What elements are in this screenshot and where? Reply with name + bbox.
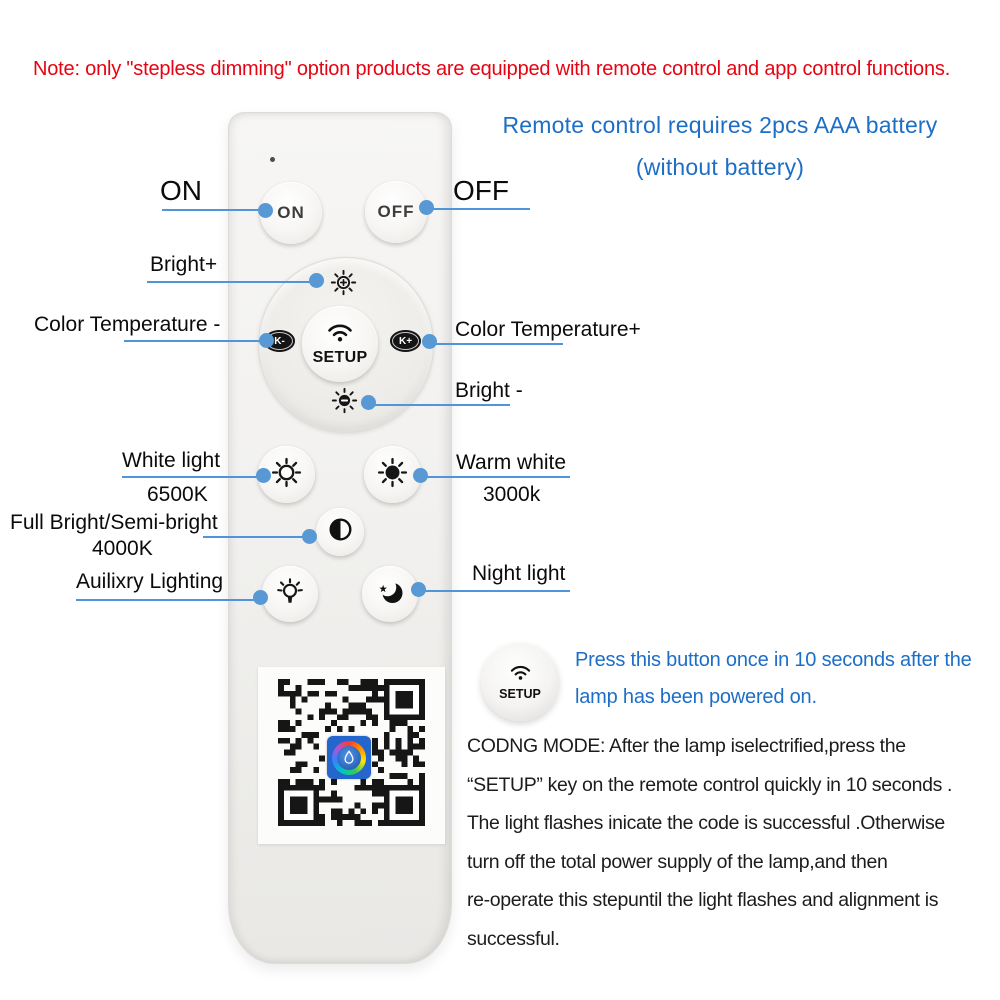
off-callout-dot xyxy=(419,200,434,215)
white-light-callout-line xyxy=(122,476,266,478)
on-callout-line xyxy=(162,209,265,211)
night-light-button[interactable] xyxy=(362,566,418,622)
k-plus-label: K+ xyxy=(398,335,413,347)
half-bright-button[interactable] xyxy=(316,508,364,556)
aux-lighting-callout-dot xyxy=(253,590,268,605)
droplet-icon xyxy=(343,750,355,765)
night-light-label: Night light xyxy=(472,562,566,585)
note-text: Note: only "stepless dimming" option products are equipped with remote control and app control functions. xyxy=(33,58,951,80)
aux-lighting-label: Auilixry Lighting xyxy=(76,570,224,593)
contrast-icon xyxy=(326,515,355,549)
on-button-label: ON xyxy=(277,203,305,222)
aux-light-button[interactable] xyxy=(262,566,318,622)
warm-white-label: Warm white xyxy=(456,451,567,474)
setup-callout-text1: Press this button once in 10 seconds after the xyxy=(575,649,972,671)
color-temp-plus-callout-line xyxy=(429,343,563,345)
sun-outline-icon xyxy=(271,457,302,493)
warm-white-callout-dot xyxy=(413,468,428,483)
bright-minus-callout-dot xyxy=(361,395,376,410)
color-temp-minus-callout-dot xyxy=(259,333,274,348)
coding-mode-paragraph xyxy=(467,727,997,958)
setup-button-label: SETUP xyxy=(312,349,368,366)
full-bright-callout-dot xyxy=(302,529,317,544)
off-label: OFF xyxy=(453,175,509,206)
brightness-up-icon[interactable] xyxy=(330,269,357,296)
full-bright-kelvin-label: 4000K xyxy=(92,537,153,560)
color-temp-plus-label: Color Temperature+ xyxy=(455,318,641,341)
off-callout-line xyxy=(427,208,530,210)
qr-logo xyxy=(327,736,371,779)
setup-callout-button xyxy=(481,643,559,721)
heading-line2: (without battery) xyxy=(635,154,805,180)
bright-plus-label: Bright+ xyxy=(150,253,218,276)
wifi-icon xyxy=(323,321,357,348)
full-bright-label: Full Bright/Semi-bright xyxy=(10,511,218,534)
color-temp-minus-callout-line xyxy=(124,340,269,342)
wifi-icon xyxy=(507,663,534,686)
led-indicator xyxy=(270,157,275,162)
white-light-label: White light xyxy=(122,449,221,472)
on-label: ON xyxy=(160,175,202,206)
setup-button[interactable] xyxy=(302,306,378,382)
bright-minus-callout-line xyxy=(368,404,510,406)
coding-line: “SETUP” key on the remote control quickly in 10 seconds . xyxy=(467,773,953,796)
brightness-down-icon[interactable] xyxy=(331,387,358,414)
off-button-label: OFF xyxy=(377,202,415,221)
heading-line1: Remote control requires 2pcs AAA battery xyxy=(502,112,938,138)
bright-plus-callout-line xyxy=(147,281,319,283)
bulb-icon xyxy=(275,577,305,612)
coding-line: The light flashes inicate the code is successful .Otherwise xyxy=(467,812,945,834)
off-button[interactable] xyxy=(365,181,427,243)
color-temp-plus-callout-dot xyxy=(422,334,437,349)
coding-line: successful. xyxy=(467,927,560,950)
white-light-kelvin-label: 6500K xyxy=(147,483,208,506)
coding-line: turn off the total power supply of the lamp,and then xyxy=(467,850,888,873)
setup-callout-button-label: SETUP xyxy=(499,687,541,701)
white-light-callout-dot xyxy=(256,468,271,483)
night-light-callout-dot xyxy=(411,582,426,597)
k-minus-label: K- xyxy=(274,335,285,347)
aux-lighting-callout-line xyxy=(76,599,261,601)
warm-white-kelvin-label: 3000k xyxy=(483,483,541,506)
full-bright-callout-line xyxy=(203,536,309,538)
moon-star-icon xyxy=(375,577,405,612)
qr-logo-ring xyxy=(332,741,366,775)
coding-line: re-operate this stepuntil the light flashes and alignment is xyxy=(467,889,939,911)
color-temp-minus-label: Color Temperature - xyxy=(34,313,221,336)
bright-plus-callout-dot xyxy=(309,273,324,288)
sun-filled-icon xyxy=(377,457,408,493)
qr-logo-center xyxy=(337,746,361,770)
on-callout-dot xyxy=(258,203,273,218)
bright-minus-label: Bright - xyxy=(455,379,523,402)
k-plus-button[interactable] xyxy=(390,330,421,352)
night-light-callout-line xyxy=(417,590,570,592)
setup-callout-text2: lamp has been powered on. xyxy=(575,686,817,708)
warm-white-callout-line xyxy=(420,476,570,478)
coding-line: CODNG MODE: After the lamp iselectrified,press the xyxy=(467,735,906,757)
